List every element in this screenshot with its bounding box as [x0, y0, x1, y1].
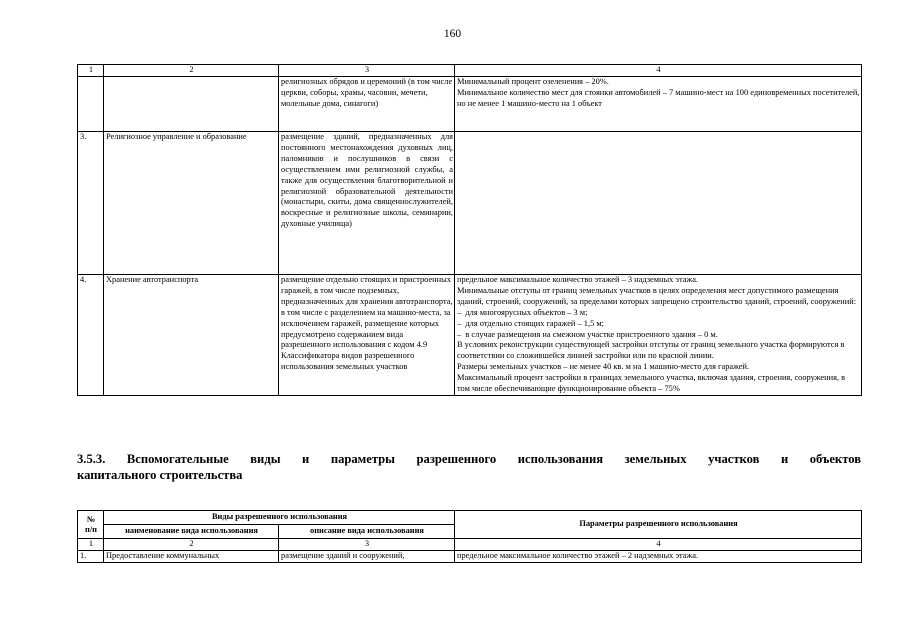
parameter-line: Минимальные отступы от границ земельных участков в целях определения мест допустимого размещения зданий, строений, сооружений, за пределами которых запрещено строительство зданий, строений, сооружений:	[457, 285, 857, 306]
section-heading	[77, 451, 861, 483]
row-number: 3.	[78, 132, 104, 275]
parameter-line: В условиях реконструкции существующей застройки отступы от границ земельного участка формируются в соответствии со сложившейся линией застройки или по красной линии.	[457, 340, 845, 361]
table-row	[78, 275, 862, 396]
row-number: 1.	[78, 551, 104, 563]
section-heading-line: капитального строительства	[77, 468, 243, 482]
parameter-line: – в случае размещения на смежном участке пристроенного здания – 0 м.	[457, 329, 718, 339]
row-number	[78, 77, 104, 132]
auxiliary-use-table	[77, 510, 862, 563]
parameter-line: – для многоярусных объектов – 3 м;	[457, 307, 588, 317]
use-type-name	[104, 77, 279, 132]
column-index: 4	[455, 65, 862, 77]
column-index-row	[78, 65, 862, 77]
page-number: 160	[443, 28, 462, 40]
use-description-column-header: описание вида использования	[279, 525, 455, 539]
use-parameters	[455, 132, 862, 275]
row-number: 4.	[78, 275, 104, 396]
use-type-name: Предоставление коммунальных	[104, 551, 279, 563]
use-type-name: Хранение автотранспорта	[104, 275, 279, 396]
parameter-line: Минимальный процент озеленения – 20%.	[457, 77, 609, 86]
land-use-table-continued	[77, 64, 862, 396]
section-heading-line: 3.5.3. Вспомогательные виды и параметры разрешенного использования земельных участков и объектов	[77, 452, 861, 466]
table-row	[78, 551, 862, 563]
column-index: 1	[78, 65, 104, 77]
table-head-row	[78, 511, 862, 525]
parameter-line: Размеры земельных участков – не менее 40 кв. м на 1 машино-место для гаражей.	[457, 362, 750, 372]
use-type-name: Религиозное управление и образование	[104, 132, 279, 275]
column-index: 3	[279, 65, 455, 77]
column-index: 2	[104, 539, 279, 551]
table-row	[78, 132, 862, 275]
use-parameters	[455, 275, 862, 396]
parameters-column-header: Параметры разрешенного использования	[455, 511, 862, 539]
table-row	[78, 77, 862, 132]
parameter-line: Минимальное количество мест для стоянки автомобилей – 7 машино-мест на 100 единовременных посетителей, но не менее 1 машино-место на 1 объект	[457, 87, 860, 108]
column-index: 1	[78, 539, 104, 551]
parameter-line: Максимальный процент застройки в границах земельного участка, включая здания, строения, сооружения, в том числе обеспечивающие функционирование объекта – 75%	[457, 373, 846, 394]
column-index-row	[78, 539, 862, 551]
use-parameters: предельное максимальное количество этажей – 2 надземных этажа.	[455, 551, 862, 563]
column-index: 3	[279, 539, 455, 551]
parameter-line: – для отдельно стоящих гаражей – 1,5 м;	[457, 318, 604, 328]
use-type-description: религиозных обрядов и церемоний (в том числе церкви, соборы, храмы, часовни, мечети, молельные дома, синагоги)	[279, 77, 455, 132]
number-column-header: № п/п	[78, 511, 104, 539]
column-index: 2	[104, 65, 279, 77]
parameter-line: предельное максимальное количество этажей – 3 надземных этажа.	[457, 275, 699, 284]
column-index: 4	[455, 539, 862, 551]
use-parameters	[455, 77, 862, 132]
use-type-description: размещение зданий и сооружений,	[279, 551, 455, 563]
use-type-description: размещение зданий, предназначенных для постоянного местонахождения духовных лиц, паломников и послушников в связи с осуществлением ими религиозной службы, а также для осуществления благотворительной и религиозной образовательной деятельности (монастыри, скиты, дома священнослужителей, воскресные и религиозные школы, семинарии, духовные училища)	[279, 132, 455, 275]
use-types-group-header: Виды разрешенного использования	[104, 511, 455, 525]
use-type-description: размещение отдельно стоящих и пристроенных гаражей, в том числе подземных, предназначенных для хранения автотранспорта, в том числе с разделением на машино-места, за исключением гаражей, размещение которых предусмотрено содержанием вида разрешенного использования с кодом 4.9 Классификатора видов разрешенного использования земельных участков	[279, 275, 455, 396]
use-name-column-header: наименование вида использования	[104, 525, 279, 539]
